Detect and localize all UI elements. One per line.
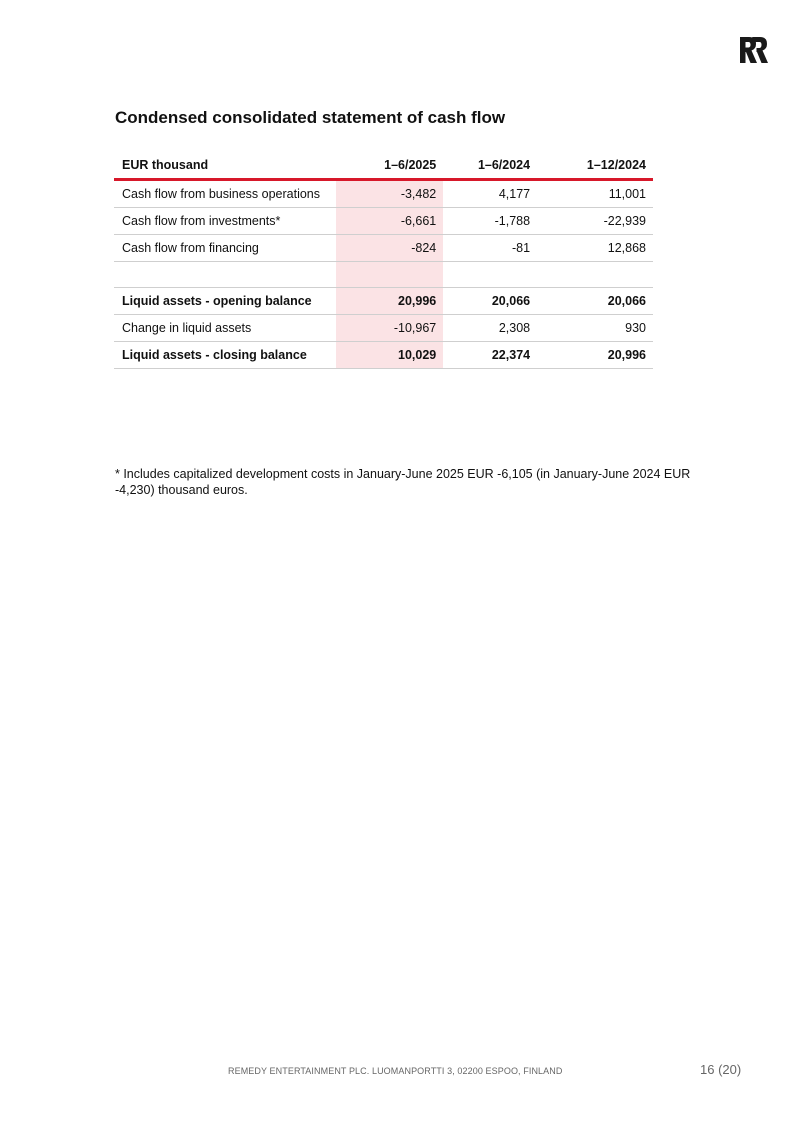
column-header-label: EUR thousand [114,152,336,180]
column-header-2025h1: 1–6/2025 [336,152,443,180]
cell-2024h1 [443,262,537,288]
table-row [114,208,653,235]
cell-2024fy: 20,996 [537,342,653,369]
table-row [114,342,653,369]
row-label: Cash flow from investments* [114,208,336,235]
cell-2024fy [537,262,653,288]
table-row-spacer [114,262,653,288]
table-header-row [114,152,653,180]
row-label: Change in liquid assets [114,315,336,342]
cell-2024fy: 20,066 [537,288,653,315]
cell-2024h1: 2,308 [443,315,537,342]
table-row [114,180,653,208]
row-label: Liquid assets - closing balance [114,342,336,369]
cell-2024h1: -1,788 [443,208,537,235]
cell-2024h1: 20,066 [443,288,537,315]
remedy-logo-icon [739,35,769,65]
cell-2025h1: 20,996 [336,288,443,315]
table-row [114,315,653,342]
cell-2024fy: 930 [537,315,653,342]
column-header-2024fy: 1–12/2024 [537,152,653,180]
row-label: Cash flow from business operations [114,180,336,208]
column-header-2024h1: 1–6/2024 [443,152,537,180]
cell-2025h1: -10,967 [336,315,443,342]
footnote: * Includes capitalized development costs in January-June 2025 EUR -6,105 (in January-June 2024 EUR -4,230) thousand euros. [115,467,691,497]
cell-2025h1: 10,029 [336,342,443,369]
row-label [114,262,336,288]
cell-2025h1: -3,482 [336,180,443,208]
cell-2024fy: -22,939 [537,208,653,235]
page-title: Condensed consolidated statement of cash flow [115,108,506,127]
cell-2024h1: -81 [443,235,537,262]
cell-2025h1: -6,661 [336,208,443,235]
cell-2025h1 [336,262,443,288]
cell-2024fy: 11,001 [537,180,653,208]
table-row [114,288,653,315]
row-label: Cash flow from financing [114,235,336,262]
cell-2025h1: -824 [336,235,443,262]
table-row [114,235,653,262]
page-number: 16 (20) [700,1062,742,1077]
cash-flow-table [114,152,653,369]
cell-2024h1: 22,374 [443,342,537,369]
footer-address: REMEDY ENTERTAINMENT PLC. LUOMANPORTTI 3, 02200 ESPOO, FINLAND [228,1066,563,1076]
row-label: Liquid assets - opening balance [114,288,336,315]
cell-2024fy: 12,868 [537,235,653,262]
cell-2024h1: 4,177 [443,180,537,208]
